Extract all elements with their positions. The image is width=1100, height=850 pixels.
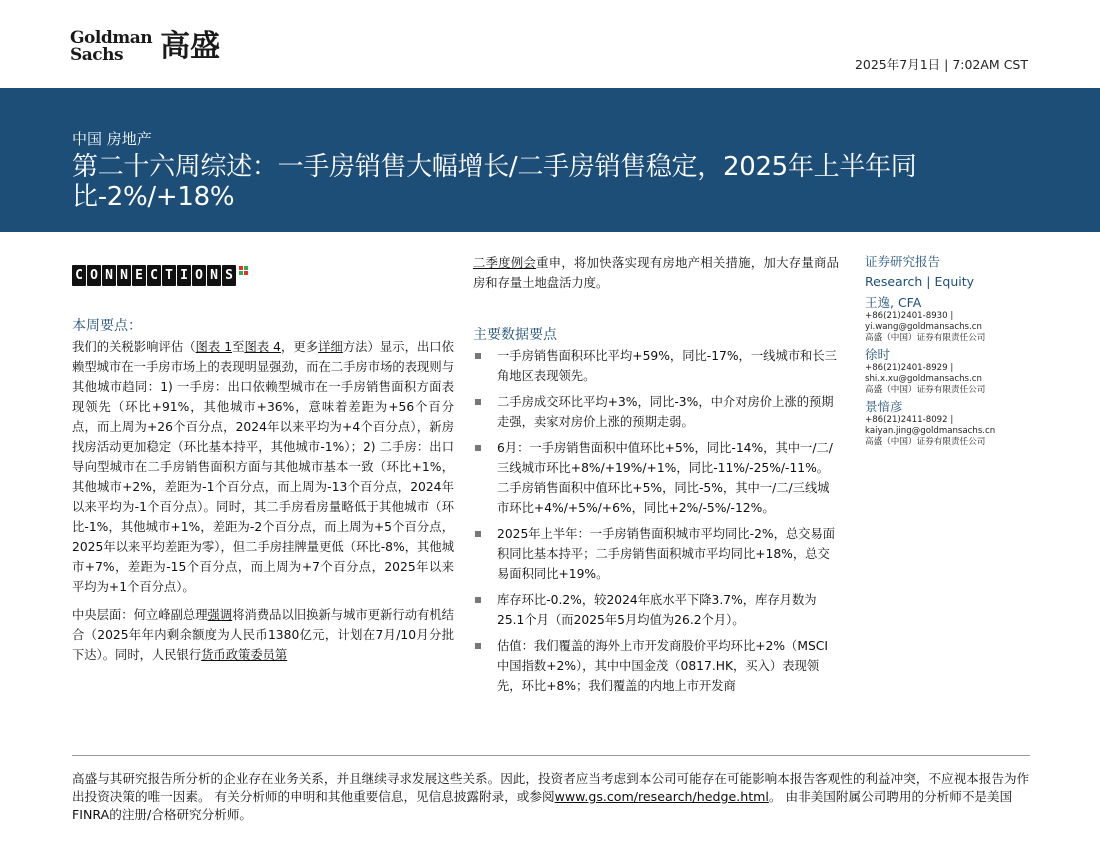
analyst-name: 王逸, CFA: [865, 295, 922, 310]
connections-letter-tile: O: [192, 265, 206, 286]
connections-letter-tile: N: [207, 265, 221, 286]
analyst-email[interactable]: yi.wang@goldmansachs.cn: [865, 322, 982, 332]
list-item: [473, 438, 839, 518]
bullet-text: 6月：一手房销售面积中值环比+5%，同比-14%，其中一/二/三线城市环比+8%/+19%/+1%，同比-11%/-25%/-11%。二手房销售面积中值环比+5%，同比-5%，其中一/二/三线城市环比+4%/+5%/+6%，同比+2%/-5%/-12%。: [497, 441, 833, 515]
logo-en-line2: Sachs: [70, 45, 124, 65]
report-type: 证券研究报告: [865, 254, 941, 269]
text-segment: 我们的关税影响评估（: [72, 340, 196, 354]
data-points-list: [473, 346, 839, 696]
connections-dot: [239, 266, 243, 270]
disclosure-footer: [72, 770, 1032, 824]
bullet-square-icon: [475, 353, 481, 359]
list-item: [473, 524, 839, 584]
analyst-phone: +86(21)2401-8929 |: [865, 363, 954, 373]
link-q2-meeting[interactable]: 二季度例会: [473, 256, 537, 270]
right-column: [865, 252, 1045, 448]
bullet-text: 2025年上半年：一手房销售面积城市平均同比-2%，总交易面积同比基本持平；二手房销售面积城市平均同比+18%，总交易面积同比+19%。: [497, 527, 836, 581]
title-banner: [0, 88, 1100, 232]
analyst-firm: 高盛（中国）证券有限责任公司: [865, 437, 986, 447]
report-title: 第二十六周综述：一手房销售大幅增长/二手房销售稳定，2025年上半年同比-2%/+18%: [72, 152, 917, 212]
bullet-square-icon: [475, 643, 481, 649]
connections-dots-icon: [237, 265, 249, 286]
connections-letter-tile: O: [87, 265, 101, 286]
text-segment: 高盛与其研究报告所分析的企业存在业务关系，并且继续寻求发展这些关系。因此，投资者应当考虑到本公司可能存在可能影响本报告客观性的利益冲突，不应视本报告为作出投资决策的唯一因素。 有关分析师的申明和其他重要信息，见信息披露附录，或参阅: [72, 771, 1030, 804]
analyst-card: [865, 295, 1045, 344]
continued-paragraph: [473, 253, 839, 293]
text-segment: 中央层面：何立峰副总理: [72, 608, 208, 622]
analyst-card: [865, 399, 1045, 448]
footer-divider: [72, 755, 1030, 756]
connections-dot: [239, 271, 243, 275]
section-title-data-points: 主要数据要点: [473, 327, 557, 343]
bullet-square-icon: [475, 445, 481, 451]
section-title-key-points: 本周要点：: [72, 318, 142, 334]
link-chart-1[interactable]: 图表 1: [195, 340, 233, 354]
text-segment: 将消费品以旧换新与城市更新行动有机结合（2025年年内剩余额度为人民币1380亿元，计划在7月/10月分批下达）。同时，人民银行: [72, 608, 454, 662]
bullet-square-icon: [475, 597, 481, 603]
middle-column: [473, 253, 839, 702]
list-item: [473, 346, 839, 386]
link-details[interactable]: 详细: [318, 340, 343, 354]
link-gs-hedge[interactable]: www.gs.com/research/hedge.html: [554, 789, 769, 804]
analyst-firm: 高盛（中国）证券有限责任公司: [865, 385, 986, 395]
connections-letter-tile: T: [162, 265, 176, 286]
connections-letter-tile: E: [132, 265, 146, 286]
connections-letter-tile: C: [72, 265, 86, 286]
analyst-phone: +86(21)2411-8092 |: [865, 415, 954, 425]
bullet-square-icon: [475, 399, 481, 405]
logo-english: [70, 30, 152, 64]
connections-letter-tile: N: [102, 265, 116, 286]
text-segment: 重申，将加快落实现有房地产相关措施，加大存量商品房和存量土地盘活力度。: [473, 256, 839, 290]
department: Research | Equity: [865, 274, 975, 289]
logo-chinese: 高盛: [160, 29, 221, 64]
connections-letter-tile: C: [147, 265, 161, 286]
analyst-email[interactable]: kaiyan.jing@goldmansachs.cn: [865, 426, 996, 436]
bullet-text: 一手房销售面积环比平均+59%，同比-17%，一线城市和长三角地区表现领先。: [497, 349, 837, 383]
connections-letter-tile: I: [177, 265, 191, 286]
list-item: [473, 392, 839, 432]
list-item: [473, 590, 839, 630]
connections-badge: [72, 265, 249, 286]
logo-en-line1: Goldman: [70, 28, 153, 48]
central-policy-paragraph: [72, 605, 454, 665]
text-segment: ，更多: [280, 340, 319, 354]
analyst-phone: +86(21)2401-8930 |: [865, 311, 954, 321]
connections-dot: [244, 271, 248, 275]
bullet-text: 二手房成交环比平均+3%，同比-3%，中介对房价上涨的预期走强，卖家对房价上涨的预期走弱。: [497, 395, 834, 429]
key-points-paragraph: [72, 337, 454, 597]
link-emphasis[interactable]: 强调: [207, 608, 233, 622]
list-item: [473, 636, 839, 696]
bullet-square-icon: [475, 531, 481, 537]
text-segment: 。 由非美国附属公司聘用的分析师不是美国FINRA的注册/合格研究分析师。: [72, 789, 1013, 822]
link-monetary-policy-committee[interactable]: 货币政策委员第: [201, 648, 288, 662]
goldman-sachs-logo: [70, 30, 220, 64]
left-column: [72, 316, 454, 665]
sector-label: 中国 房地产: [72, 130, 152, 148]
connections-letter-tile: N: [117, 265, 131, 286]
analyst-firm: 高盛（中国）证券有限责任公司: [865, 333, 986, 343]
link-chart-4[interactable]: 图表 4: [244, 340, 281, 354]
analyst-card: [865, 347, 1045, 396]
analyst-email[interactable]: shi.x.xu@goldmansachs.cn: [865, 374, 982, 384]
bullet-text: 库存环比-0.2%，较2024年底水平下降3.7%，库存月数为25.1个月（而2025年5月均值为26.2个月）。: [497, 593, 817, 627]
report-datetime: 2025年7月1日 | 7:02AM CST: [854, 57, 1028, 72]
connections-dot: [244, 266, 248, 270]
text-segment: 方法）显示，出口依赖型城市在一手房市场上的表现明显强劲，而在二手房市场的表现则与其他城市趋同：1) 一手房：出口依赖型城市在一手房销售面积方面表现领先（环比+91%，其他城市+36%，意味着差距为+56个百分点，而上周为+26个百分点，2024年以来平均为+4个百分点），新房找房活动更加稳定（环比基本持平，其他城市-1%）；2) 二手房：出口导向型城市在二手房销售面积方面与其他城市基本一致（环比+1%，其他城市+2%，差距为-1个百分点，而上周为-13个百分点，2024年以来平均为-1个百分点）。同时，其二手房看房量略低于其他城市（环比-1%，其他城市+1%，差距为-2个百分点，而上周为+5个百分点，2025年以来平均差距为零），但二手房挂牌量更低（环比-8%，其他城市+7%，差距为-15个百分点，而上周为+7个百分点，2025年以来平均为+1个百分点）。: [72, 340, 454, 594]
connections-letter-tile: S: [222, 265, 236, 286]
analyst-name: 景愔彦: [865, 399, 903, 414]
analyst-name: 徐时: [865, 347, 891, 362]
bullet-text: 估值：我们覆盖的海外上市开发商股价平均环比+2%（MSCI中国指数+2%），其中中国金茂（0817.HK，买入）表现领先，环比+8%；我们覆盖的内地上市开发商: [497, 639, 828, 693]
text-segment: 至: [232, 340, 245, 354]
